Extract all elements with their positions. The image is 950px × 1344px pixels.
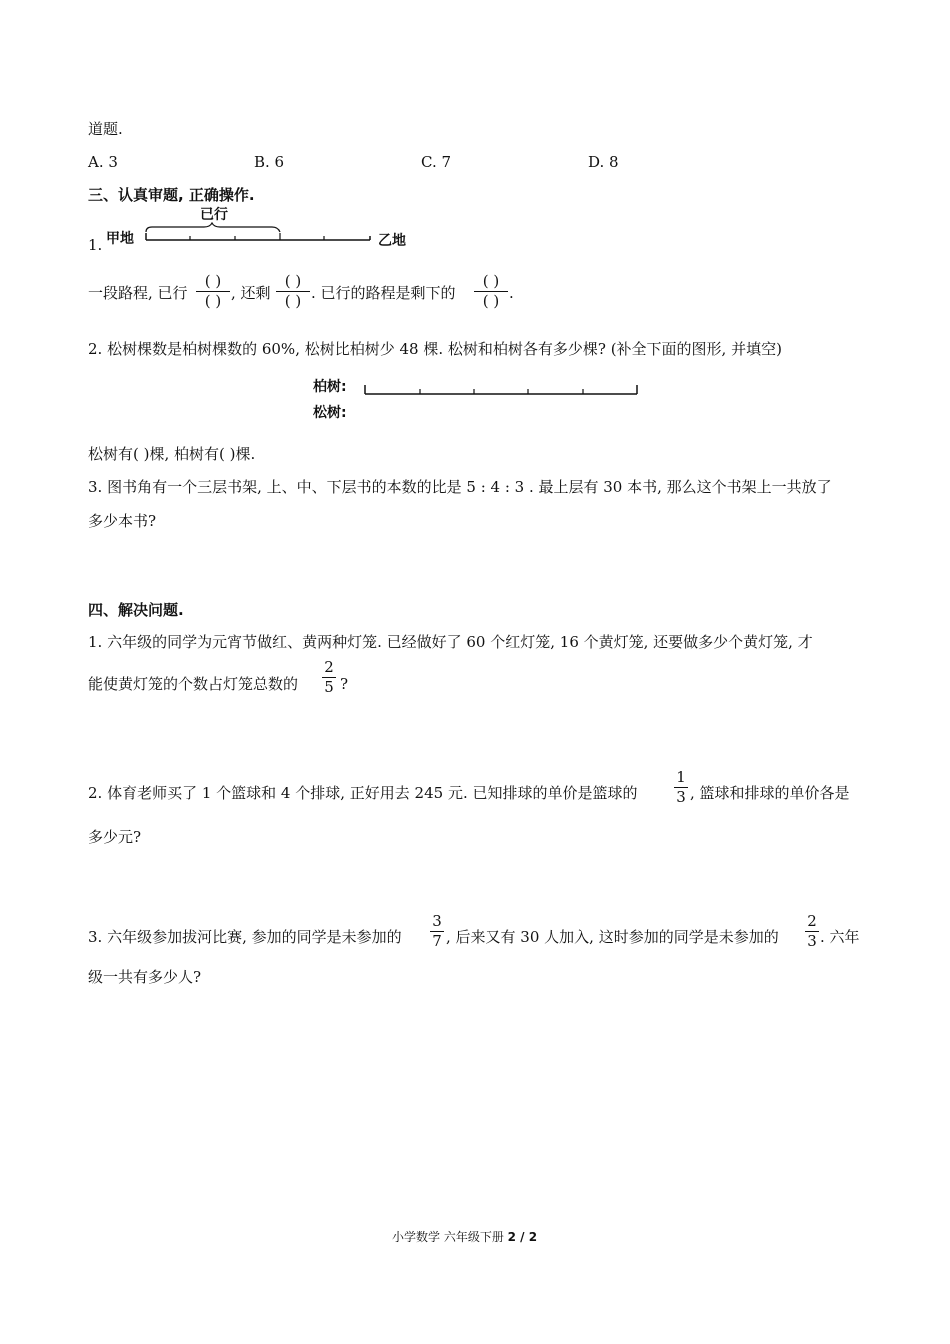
option-a: A. 3: [88, 153, 118, 171]
end-label: 乙地: [378, 233, 406, 249]
s4-q2-line1b: , 篮球和排球的单价各是: [690, 784, 850, 802]
road-line-diagram: [140, 222, 375, 248]
start-label: 甲地: [106, 231, 134, 247]
s4-q1-line2b: ?: [340, 675, 349, 693]
fraction-3-7: 3 7: [430, 914, 444, 949]
s3-q1-text-a: 一段路程, 已行: [88, 284, 188, 302]
s4-q3-line2: 级一共有多少人?: [88, 968, 202, 986]
s4-q1-line2a: 能使黄灯笼的个数占灯笼总数的: [88, 675, 299, 693]
option-b: B. 6: [254, 153, 285, 171]
s3-q1-text-d: .: [509, 284, 514, 302]
s3-q1-number: 1.: [88, 236, 103, 254]
s4-q3-line1a: 3. 六年级参加拔河比赛, 参加的同学是未参加的: [88, 928, 402, 946]
bai-shu-line-diagram: [362, 380, 642, 398]
fraction-2-3: 2 3: [805, 914, 819, 949]
s4-q3-line1c: . 六年: [820, 928, 860, 946]
option-c: C. 7: [421, 153, 452, 171]
footer-title: 小学数学 六年级下册: [392, 1230, 504, 1244]
continued-text: 道题.: [88, 120, 123, 138]
s3-q2-text: 2. 松树棵数是柏树棵数的 60%, 松树比柏树少 48 棵. 松树和柏树各有多少棵? (补全下面的图形, 并填空): [88, 340, 782, 358]
section3-title: 三、认真审题, 正确操作.: [88, 186, 255, 204]
s3-q1-text-c: . 已行的路程是剩下的: [311, 284, 456, 302]
s4-q1-line1: 1. 六年级的同学为元宵节做红、黄两种灯笼. 已经做好了 60 个红灯笼, 16 个黄灯笼, 还要做多少个黄灯笼, 才: [88, 633, 813, 651]
label-bai-shu: 柏树:: [313, 379, 347, 395]
footer-text: [392, 1231, 537, 1243]
s4-q2-line2: 多少元?: [88, 828, 142, 846]
section4-title: 四、解决问题.: [88, 601, 184, 619]
fraction-1-3: 1 3: [674, 770, 688, 805]
fraction-2-5: 2 5: [322, 660, 336, 695]
blank-fraction-1[interactable]: ( ) ( ): [196, 274, 230, 309]
s3-q3-line1: 3. 图书角有一个三层书架, 上、中、下层书的本数的比是 5 : 4 : 3 . 最上层有 30 本书, 那么这个书架上一共放了: [88, 478, 832, 496]
brace-label: 已行: [200, 207, 228, 223]
s3-q1-text-b: , 还剩: [231, 284, 271, 302]
s3-q3-line2: 多少本书?: [88, 512, 157, 530]
brace-shape: [146, 223, 280, 232]
label-song-shu: 松树:: [313, 405, 347, 421]
option-d: D. 8: [588, 153, 619, 171]
blank-fraction-3[interactable]: ( ) ( ): [474, 274, 508, 309]
s4-q2-line1a: 2. 体育老师买了 1 个篮球和 4 个排球, 正好用去 245 元. 已知排球的单价是篮球的: [88, 784, 638, 802]
page-number: 2 / 2: [507, 1230, 538, 1244]
blank-fraction-2[interactable]: ( ) ( ): [276, 274, 310, 309]
s4-q3-line1b: , 后来又有 30 人加入, 这时参加的同学是未参加的: [446, 928, 779, 946]
s3-q2-answer-blanks[interactable]: 松树有( )棵, 柏树有( )棵.: [88, 445, 256, 463]
